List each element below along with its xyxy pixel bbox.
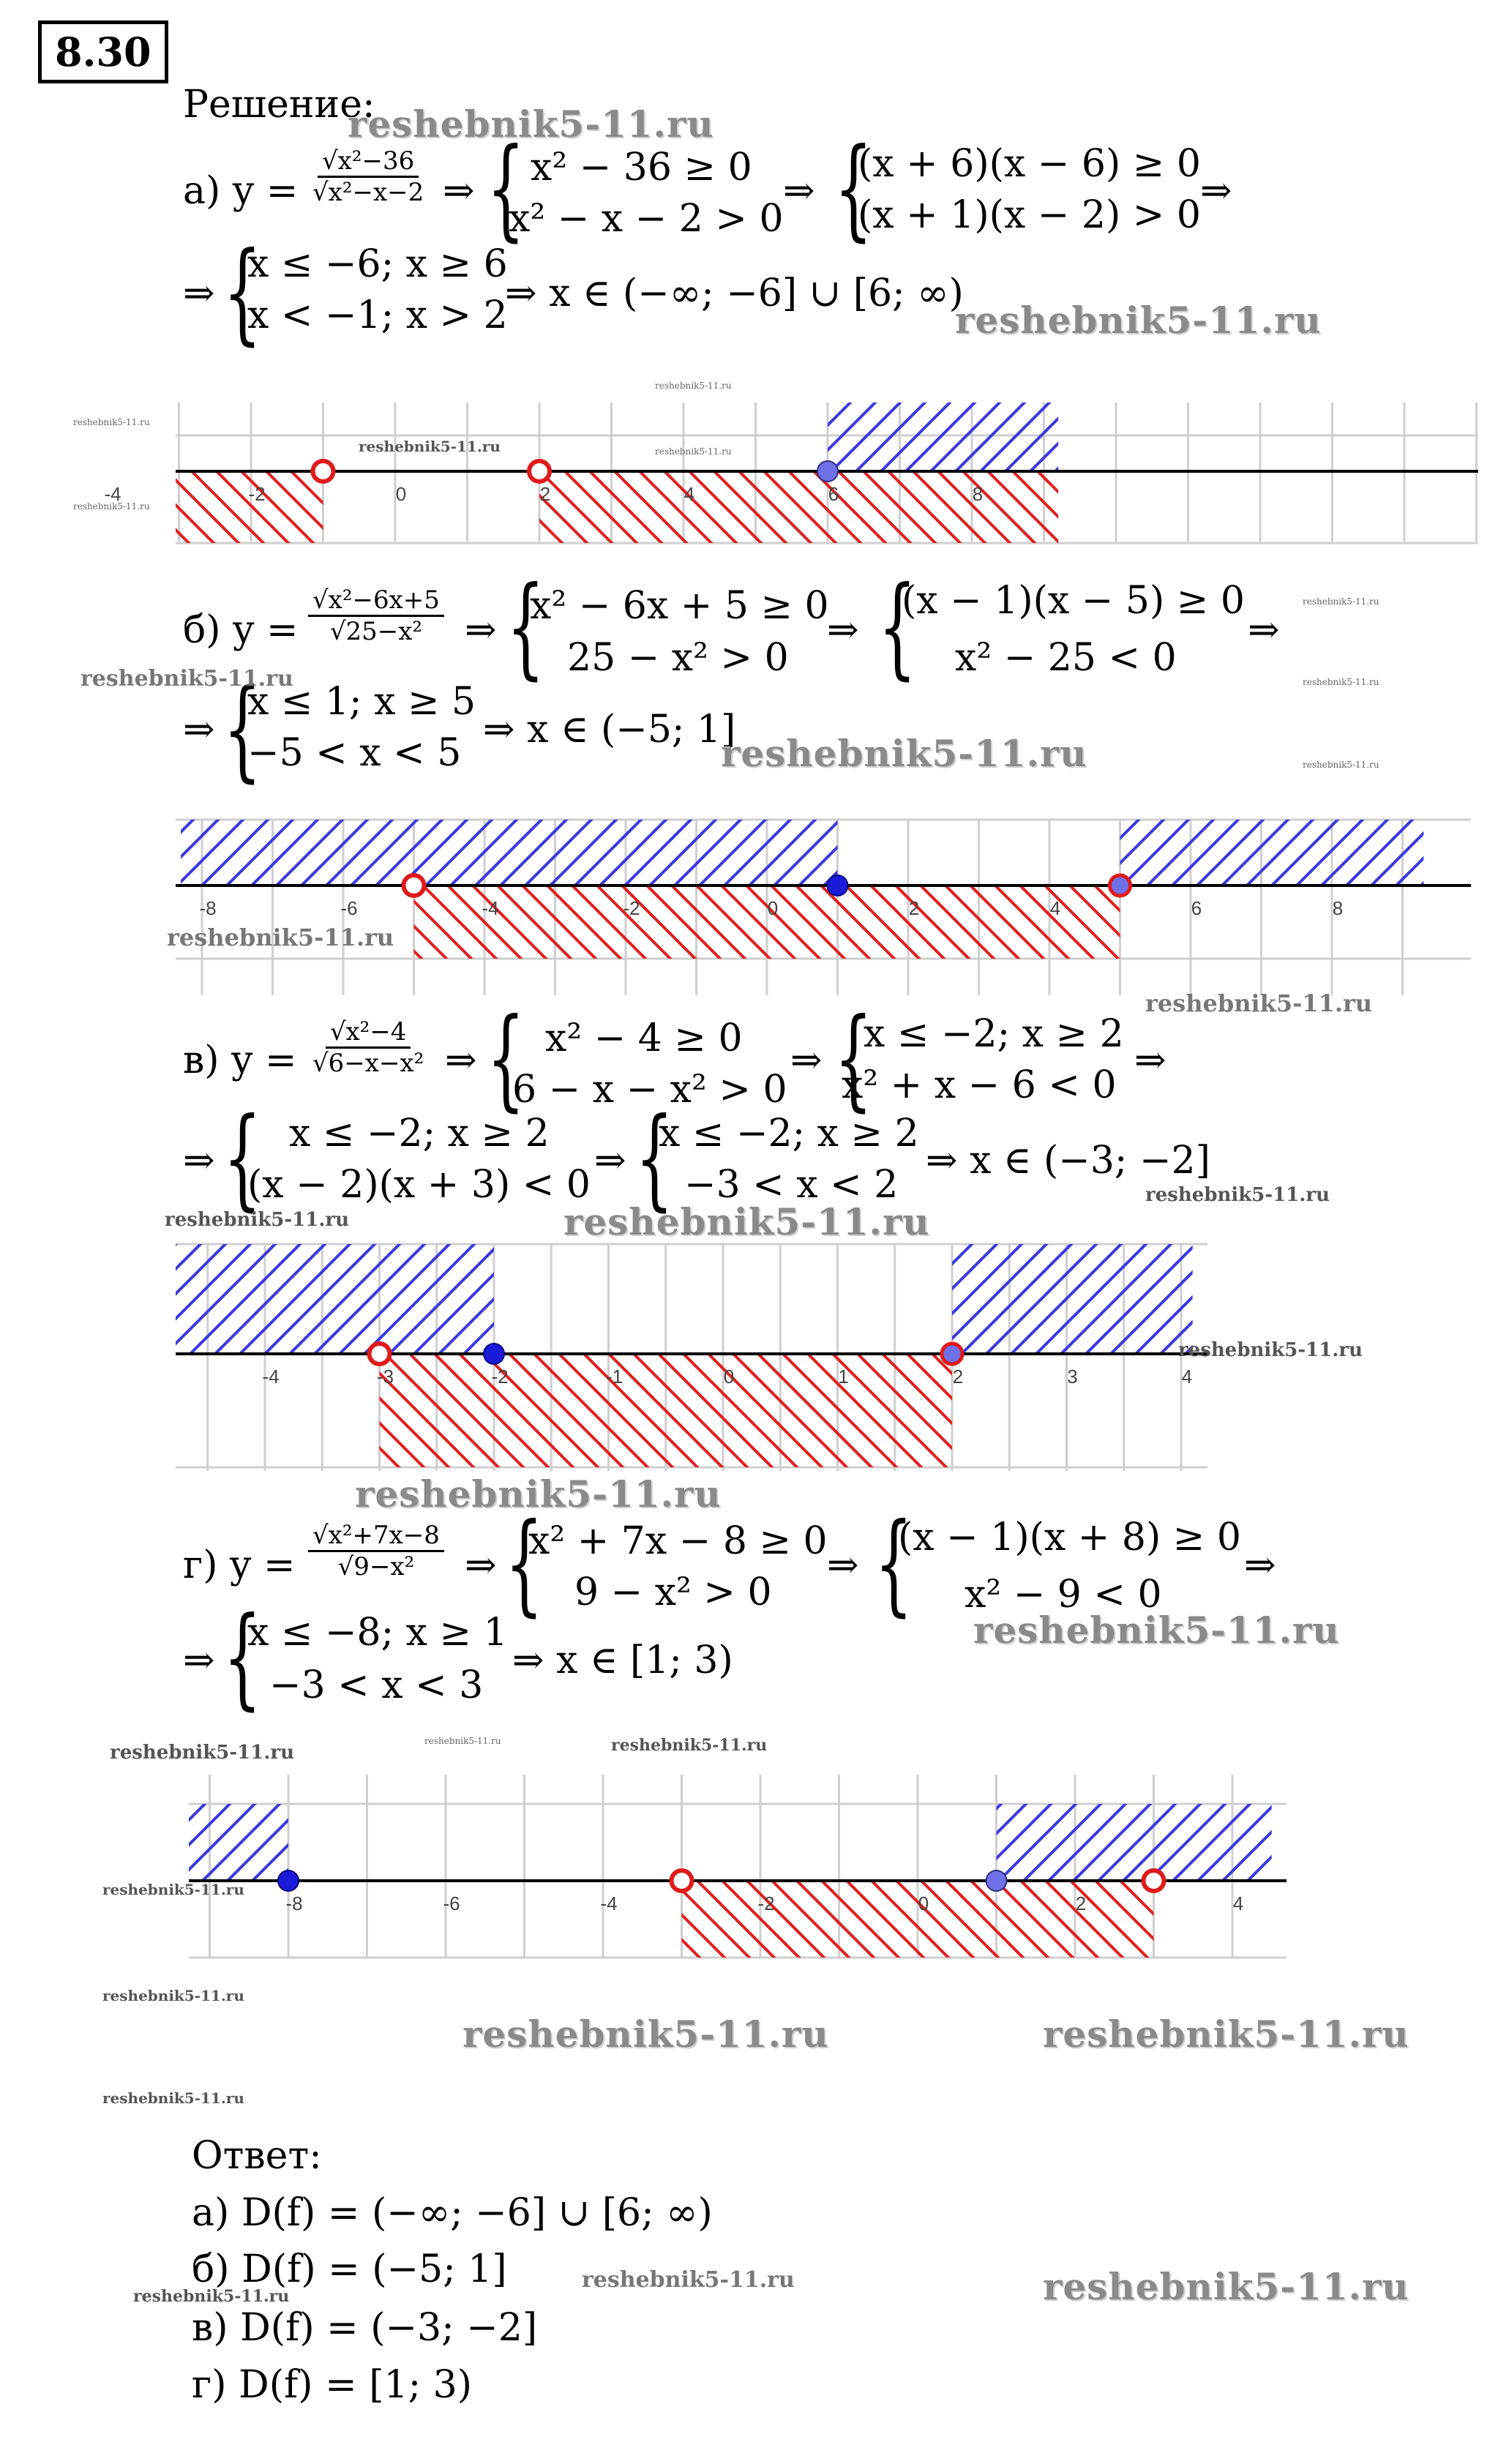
watermark: reshebnik5-11.ru [1043,2012,1409,2056]
part-b-prefix: б) y = [183,608,299,652]
part-b-brace-3: { [223,666,262,793]
part-b-result: ⇒ x ∈ (−5; 1] [483,708,736,752]
part-b-arrow-3: ⇒ [1248,608,1280,652]
red-hatch-region [414,885,1120,959]
part-d-prefix: г) y = [183,1543,296,1587]
filled-point [828,875,848,896]
part-a-arrow-1: ⇒ [443,169,475,213]
part-d-arrow-1: ⇒ [465,1543,497,1587]
part-d-frac-num: √x²+7x−8 [308,1521,444,1552]
part-d-brace-3: { [223,1594,262,1721]
part-a-arrow-2: ⇒ [783,169,815,213]
tick-label: -2 [757,1892,775,1914]
included-point [817,461,838,482]
part-d-sys1-l1: x² + 7x − 8 ≥ 0 [528,1519,828,1563]
tick-label: 3 [1067,1366,1078,1388]
watermark: reshebnik5-11.ru [102,1881,244,1898]
part-a-brace-2: { [834,125,873,252]
watermark: reshebnik5-11.ru [1043,2265,1409,2308]
watermark: reshebnik5-11.ru [110,1742,295,1764]
part-b-sys1-l2: 25 − x² > 0 [567,636,789,680]
problem-number: 8.30 [38,20,168,83]
part-d-sys3-l1: x ≤ −8; x ≥ 1 [247,1611,508,1655]
watermark: reshebnik5-11.ru [80,666,293,692]
tick-label: -2 [491,1366,509,1388]
part-a-arrow-4: ⇒ [183,272,215,315]
part-b-arrow-1: ⇒ [465,608,497,652]
watermark: reshebnik5-11.ru [655,446,732,457]
part-d-arrow-4: ⇒ [183,1639,215,1682]
watermark: reshebnik5-11.ru [611,1736,768,1755]
answer-c: в) D(f) = (−3; −2] [192,2306,538,2350]
part-c-sys3-l1: x ≤ −2; x ≥ 2 [289,1112,550,1156]
part-a-frac-den: √x²−x−2 [312,178,424,207]
tick-label: 8 [1332,897,1344,919]
watermark: reshebnik5-11.ru [955,299,1322,342]
watermark: reshebnik5-11.ru [1145,989,1373,1017]
watermark: reshebnik5-11.ru [1303,596,1379,607]
watermark: reshebnik5-11.ru [563,1200,930,1243]
watermark: reshebnik5-11.ru [973,1609,1340,1652]
watermark: reshebnik5-11.ru [1303,760,1379,770]
part-c-frac-den: √6−x−x² [312,1049,424,1078]
watermark: reshebnik5-11.ru [462,2012,829,2056]
part-c-brace-1: { [487,995,525,1123]
part-a-sys1-l1: x² − 36 ≥ 0 [531,146,752,190]
part-c-prefix: в) y = [183,1038,297,1082]
part-c-arrow-5: ⇒ [594,1139,626,1183]
part-b-fraction [304,585,449,646]
red-hatch-region [176,471,323,543]
answer-a: а) D(f) = (−∞; −6] ∪ [6; ∞) [192,2191,713,2235]
tick-label: 2 [1075,1892,1087,1914]
part-c-sys4-l2: −3 < x < 2 [684,1163,899,1207]
tick-label: 0 [918,1892,929,1914]
part-c-arrow-3: ⇒ [1134,1038,1166,1082]
solution-label: Решение: [183,83,375,127]
tick-label: -4 [104,483,121,505]
part-c-sys2-l2: x² + x − 6 < 0 [842,1063,1117,1107]
blue-hatch-region [181,820,837,885]
part-b-arrow-2: ⇒ [827,608,859,652]
tick-label: 0 [767,897,779,919]
included-point [986,1871,1007,1891]
part-c-brace-2: { [834,995,873,1123]
tick-label: 6 [1191,897,1202,919]
number-line-c [176,1244,1207,1478]
open-point [672,1871,692,1891]
tick-label: 4 [1049,897,1061,919]
open-point [1144,1871,1164,1891]
answer-b: б) D(f) = (−5; 1] [192,2247,507,2291]
blue-hatch-region [828,402,1058,471]
red-hatch-region [539,471,1058,543]
part-a-prefix: а) y = [183,169,299,213]
open-point [404,875,424,896]
watermark: reshebnik5-11.ru [102,1987,244,2004]
part-b-sys3-l2: −5 < x < 5 [247,731,462,775]
part-a-brace-1: { [487,125,525,252]
part-a-fraction [304,146,432,207]
part-a-sys1-l2: x² − x − 2 > 0 [509,197,784,241]
part-a-sys3-l2: x < −1; x > 2 [247,293,508,337]
part-c-arrow-4: ⇒ [183,1139,215,1183]
tick-label: -6 [443,1892,460,1914]
part-c-frac-num: √x²−4 [326,1017,411,1049]
part-b-sys2-l2: x² − 25 < 0 [955,636,1177,680]
blue-hatch-region [997,1804,1272,1881]
tick-label: -4 [600,1892,618,1914]
tick-label: -3 [376,1366,394,1388]
tick-label: -8 [285,1892,303,1914]
part-a-brace-3: { [223,229,262,356]
part-c-brace-3: { [223,1095,262,1222]
open-point [529,461,550,482]
part-c-brace-4: { [635,1095,674,1222]
watermark: reshebnik5-11.ru [73,501,150,512]
part-b-brace-2: { [878,563,917,691]
watermark: reshebnik5-11.ru [165,1209,350,1231]
part-c-sys2-l1: x ≤ −2; x ≥ 2 [864,1012,1124,1056]
number-line-d [189,1745,1286,1965]
part-d-fraction [304,1521,449,1581]
part-d-result: ⇒ x ∈ [1; 3) [512,1639,733,1682]
part-c-sys1-l1: x² − 4 ≥ 0 [545,1016,743,1060]
blue-hatch-region [952,1244,1193,1354]
tick-label: 8 [972,483,984,505]
watermark: reshebnik5-11.ru [359,438,501,455]
part-d-sys2-l1: (x − 1)(x + 8) ≥ 0 [898,1516,1241,1559]
part-c-sys4-l1: x ≤ −2; x ≥ 2 [659,1112,919,1156]
part-d-brace-2: { [874,1500,913,1628]
watermark: reshebnik5-11.ru [1145,1184,1330,1206]
filled-point [484,1344,504,1364]
part-d-frac-den: √9−x² [337,1552,415,1581]
answer-d: г) D(f) = [1; 3) [192,2363,472,2407]
blue-hatch-region [176,1244,494,1354]
watermark: reshebnik5-11.ru [133,2287,290,2306]
part-c-arrow-2: ⇒ [790,1038,823,1082]
part-d-sys1-l2: 9 − x² > 0 [574,1570,772,1614]
part-b-sys2-l1: (x − 1)(x − 5) ≥ 0 [902,579,1245,623]
watermark: reshebnik5-11.ru [582,2267,795,2293]
tick-label: 4 [1181,1366,1193,1388]
tick-label: -4 [262,1366,280,1388]
tick-label: 2 [952,1366,964,1388]
blue-hatch-region [1120,820,1424,885]
part-a-frac-num: √x²−36 [318,146,419,178]
part-d-arrow-3: ⇒ [1244,1543,1276,1587]
answer-label: Ответ: [192,2134,322,2178]
tick-label: 6 [828,483,839,505]
watermark: reshebnik5-11.ru [1303,677,1379,687]
watermark: reshebnik5-11.ru [721,732,1087,775]
tick-label: 1 [838,1366,849,1388]
number-line-b [176,812,1471,1010]
watermark: reshebnik5-11.ru [348,102,714,146]
tick-label: 2 [539,483,551,505]
tick-label: -6 [340,897,358,919]
tick-label: 2 [908,897,920,919]
watermark: reshebnik5-11.ru [424,1736,501,1746]
watermark: reshebnik5-11.ru [655,381,732,391]
part-c-sys3-l2: (x − 2)(x + 3) < 0 [247,1163,591,1207]
watermark: reshebnik5-11.ru [102,2089,244,2107]
part-b-brace-1: { [506,563,545,691]
part-b-sys1-l1: x² − 6x + 5 ≥ 0 [530,584,829,628]
tick-label: -2 [248,483,266,505]
tick-label: -1 [605,1366,623,1388]
watermark: reshebnik5-11.ru [1178,1339,1363,1361]
tick-label: 0 [723,1366,735,1388]
part-c-fraction [304,1017,432,1078]
blue-hatch-region [189,1804,288,1881]
part-a-sys3-l1: x ≤ −6; x ≥ 6 [247,242,508,286]
part-d-arrow-2: ⇒ [827,1543,859,1587]
part-b-frac-den: √25−x² [329,617,423,646]
part-a-result: ⇒ x ∈ (−∞; −6] ∪ [6; ∞) [505,272,964,315]
tick-label: -2 [623,897,640,919]
red-hatch-region [380,1354,953,1467]
part-b-frac-num: √x²−6x+5 [308,585,444,617]
part-a-sys2-l2: (x + 1)(x − 2) > 0 [858,193,1201,237]
part-d-sys2-l2: x² − 9 < 0 [965,1573,1162,1617]
tick-label: -8 [199,897,217,919]
part-d-brace-1: { [505,1500,544,1628]
tick-label: -4 [482,897,499,919]
part-a-arrow-3: ⇒ [1200,169,1232,213]
filled-point [278,1871,299,1891]
tick-label: 4 [1232,1892,1244,1914]
part-b-sys3-l1: x ≤ 1; x ≥ 5 [247,680,476,724]
part-c-arrow-1: ⇒ [445,1038,477,1082]
tick-label: 0 [395,483,407,505]
part-a-sys2-l1: (x + 6)(x − 6) ≥ 0 [858,142,1201,186]
part-c-sys1-l2: 6 − x − x² > 0 [512,1068,787,1112]
watermark: reshebnik5-11.ru [167,924,394,951]
watermark: reshebnik5-11.ru [355,1472,722,1516]
watermark: reshebnik5-11.ru [73,417,150,427]
tick-label: 4 [683,483,695,505]
open-point [313,461,334,482]
part-c-result: ⇒ x ∈ (−3; −2] [926,1139,1210,1183]
part-b-arrow-4: ⇒ [183,708,215,752]
part-d-sys3-l2: −3 < x < 3 [269,1663,484,1707]
open-point [370,1344,390,1364]
